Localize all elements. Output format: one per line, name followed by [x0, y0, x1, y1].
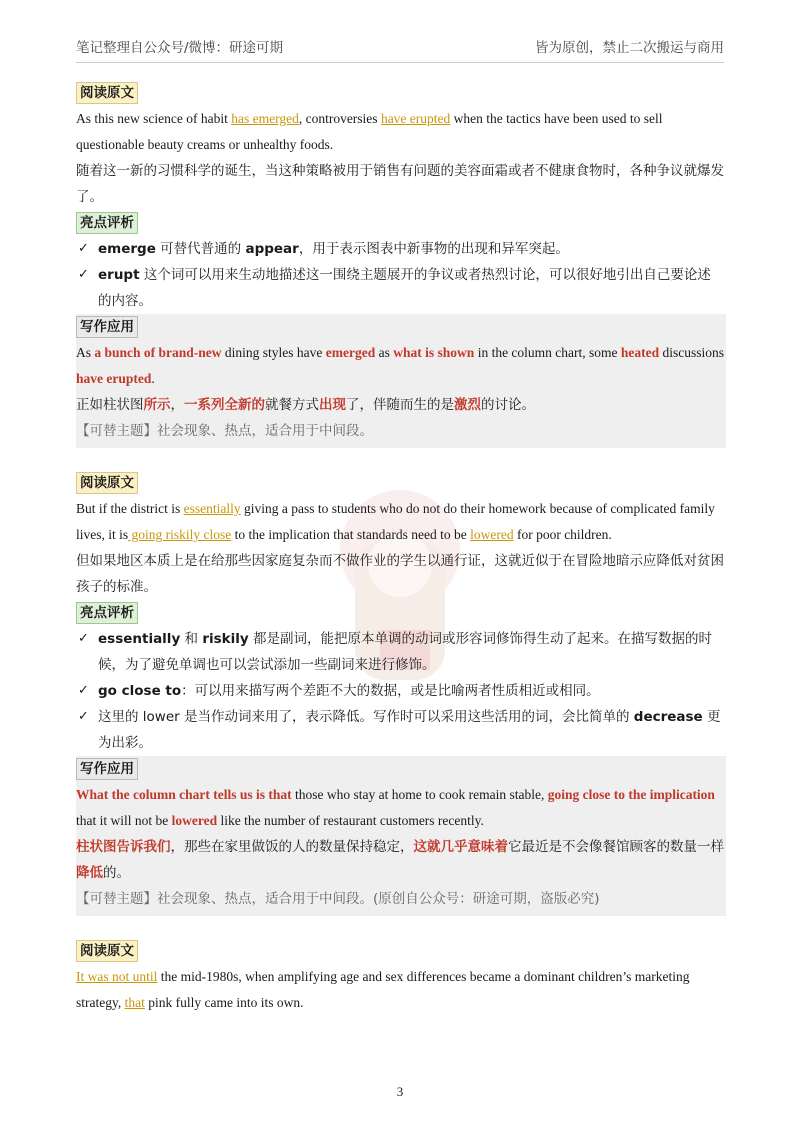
usage-label: 写作应用 [76, 758, 138, 780]
text: 更为出彩。 [98, 709, 721, 751]
usage-chinese [76, 834, 726, 886]
term: decrease [633, 709, 703, 725]
reading-label: 阅读原文 [76, 472, 138, 494]
text: 这里的 lower 是当作动词来用了，表示降低。写作时可以采用这些活用的词，会比简单的 [98, 709, 634, 725]
text: the mid-1980s, when amplifying age and sex differences became a dominant children’s marketing strategy, [76, 969, 690, 1010]
reading-english [76, 964, 724, 1016]
reading-chinese: 随着这一新的习惯科学的诞生，当这种策略被用于销售有问题的美容面霜或者不健康食物时，各种争议就爆发了。 [76, 163, 724, 205]
text: like the number of restaurant customers recently. [217, 813, 484, 828]
text: As this new science of habit [76, 111, 232, 126]
check-icon: ✓ [78, 267, 89, 282]
highlight-point [76, 236, 724, 262]
section-3 [76, 938, 724, 1016]
text: giving a pass to students who do not do their homework because of complicated family lives, it is [76, 501, 715, 542]
key-phrase: 所示 [143, 397, 171, 413]
header-copyright: 皆为原创，禁止二次搬运与商用 [535, 40, 724, 56]
term: erupt [98, 267, 140, 283]
text: 和 [180, 631, 203, 647]
key-phrase: It was not until [76, 969, 158, 984]
text: 的。 [103, 865, 130, 881]
key-phrase: heated [620, 345, 660, 360]
usage-note: 【可替主题】社会现象、热点，适合用于中间段。 [76, 423, 373, 439]
text: ：可以用来描写两个差距不大的数据，或是比喻两者性质相近或相同。 [181, 683, 600, 699]
text: . [151, 371, 155, 386]
reading-label: 阅读原文 [76, 82, 138, 104]
text: as [375, 345, 394, 360]
key-phrase: 柱状图告诉我们 [76, 839, 171, 855]
text: 了，伴随而生的是 [346, 397, 454, 413]
term: appear [245, 241, 299, 257]
page-header [76, 36, 724, 58]
usage-box [76, 756, 726, 916]
text: ， [170, 397, 184, 413]
term: go close to [98, 683, 182, 699]
key-phrase: 出现 [319, 397, 346, 413]
highlight-point [76, 626, 724, 678]
key-phrase: have erupted [76, 371, 152, 386]
highlight-point [76, 262, 724, 314]
text: 就餐方式 [265, 397, 319, 413]
text: 可替代普通的 [155, 241, 246, 257]
text: dining styles have [221, 345, 326, 360]
text: But if the district is [76, 501, 184, 516]
key-phrase: 降低 [76, 865, 103, 881]
term: emerge [98, 241, 156, 257]
key-phrase: lowered [171, 813, 218, 828]
reading-english [76, 496, 724, 548]
text: discussions [659, 345, 725, 360]
usage-chinese [76, 392, 726, 418]
text: when the tactics have been used to sell questionable beauty creams or unhealthy foods. [76, 111, 663, 152]
key-phrase: that [124, 995, 145, 1010]
text: 都是副词，能把原本单调的动词或形容词修饰得生动了起来。在描写数据的时候，为了避免单调也可以尝试添加一些副词来进行修饰。 [98, 631, 712, 673]
text: 这个词可以用来生动地描述这一围绕主题展开的争议或者热烈讨论，可以很好地引出自己要论述的内容。 [98, 267, 711, 309]
key-phrase: have erupted [380, 111, 451, 126]
key-phrase: What the column chart tells us is that [76, 787, 292, 802]
check-icon: ✓ [78, 631, 89, 646]
text: to the implication that standards need to be [231, 527, 471, 542]
key-phrase: 这就几乎意味着 [413, 839, 508, 855]
highlight-label: 亮点评析 [76, 212, 138, 234]
usage-english [76, 782, 726, 834]
text: As [76, 345, 95, 360]
check-icon: ✓ [78, 709, 89, 724]
text: 正如柱状图 [76, 397, 144, 413]
reading-chinese: 但如果地区本质上是在给那些因家庭复杂而不做作业的学生以通行证，这就近似于在冒险地暗示应降低对贫困孩子的标准。 [76, 553, 724, 595]
header-source: 笔记整理自公众号/微博：研途可期 [76, 40, 284, 56]
text: that it will not be [76, 813, 172, 828]
key-phrase: has emerged [231, 111, 299, 126]
usage-box [76, 314, 726, 448]
key-phrase: going close to the implication [547, 787, 715, 802]
text: in the column chart, some [474, 345, 621, 360]
usage-note: 【可替主题】社会现象、热点，适合用于中间段。(原创自公众号：研途可期，盗版必究) [76, 891, 600, 907]
key-phrase: emerged [325, 345, 376, 360]
text: for poor children. [513, 527, 612, 542]
section-1 [76, 80, 724, 448]
key-phrase: lowered [470, 527, 514, 542]
text: 的讨论。 [481, 397, 535, 413]
key-phrase: going riskily close [128, 527, 232, 542]
check-icon: ✓ [78, 683, 89, 698]
text: ，那些在家里做饭的人的数量保持稳定， [170, 839, 414, 855]
usage-label: 写作应用 [76, 316, 138, 338]
term: riskily [202, 631, 249, 647]
key-phrase: essentially [183, 501, 241, 516]
check-icon: ✓ [78, 241, 89, 256]
highlight-label: 亮点评析 [76, 602, 138, 624]
page-content [76, 80, 724, 1016]
highlight-point [76, 704, 724, 756]
text: 它最近是不会像餐馆顾客的数量一样 [508, 839, 724, 855]
text: pink fully came into its own. [144, 995, 304, 1010]
key-phrase: 一系列全新的 [184, 397, 265, 413]
usage-english [76, 340, 726, 392]
highlight-point [76, 678, 724, 704]
header-divider [76, 62, 724, 63]
reading-english [76, 106, 724, 158]
key-phrase: what is shown [393, 345, 475, 360]
text: those who stay at home to cook remain stable, [291, 787, 548, 802]
key-phrase: a bunch of brand-new [94, 345, 222, 360]
reading-label: 阅读原文 [76, 940, 138, 962]
section-2 [76, 470, 724, 916]
term: essentially [98, 631, 181, 647]
page-number: 3 [396, 1084, 404, 1099]
text: ，用于表示图表中新事物的出现和异军突起。 [298, 241, 569, 257]
text: , controversies [298, 111, 381, 126]
key-phrase: 激烈 [454, 397, 481, 413]
